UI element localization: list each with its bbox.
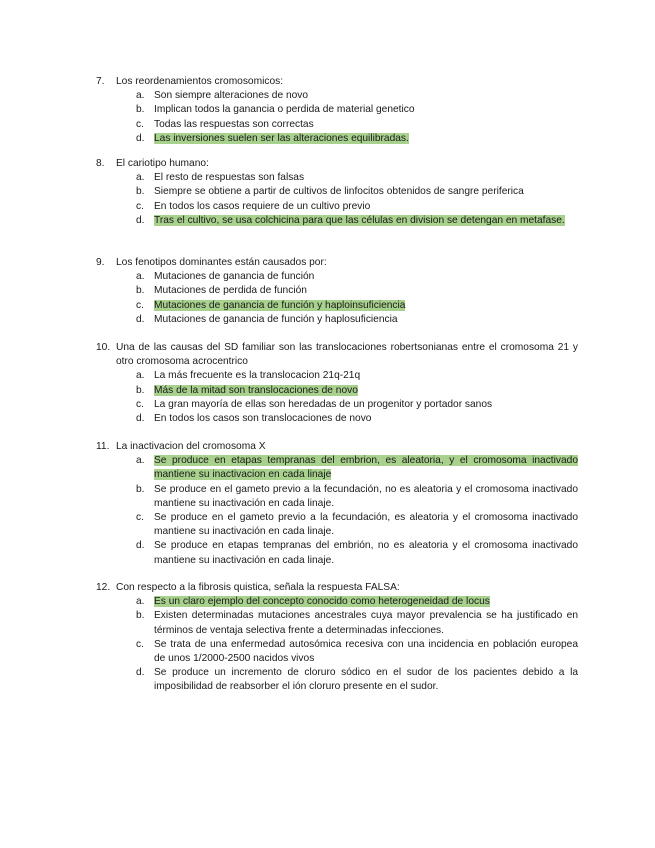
option-letter: a.: [136, 596, 145, 608]
option-text: Siempre se obtiene a partir de cultivos de linfocitos obtenidos de sangre periferica: [154, 186, 524, 198]
option-letter: b.: [136, 285, 145, 297]
option-letter: d.: [136, 132, 145, 144]
highlighted-answer: Es un claro ejemplo del concepto conocido como heterogeneidad de locus: [154, 596, 490, 608]
option-letter: d.: [136, 313, 145, 325]
option-text: El resto de respuestas son falsas: [154, 172, 305, 184]
option-d: [136, 313, 578, 327]
option-letter: c.: [136, 299, 144, 311]
option-letter: c.: [136, 200, 144, 212]
option-letter: a.: [136, 172, 145, 184]
option-b: [136, 185, 578, 199]
option-letter: d.: [136, 413, 145, 425]
option-text: En todos los casos requiere de un cultivo previo: [154, 200, 371, 212]
option-text: Se produce en el gameto previo a la fecundación, es aleatoria y el cromosoma inactivado mantiene su inactivación en cada linaje.: [154, 512, 578, 538]
option-b: [136, 284, 578, 298]
option-c: [136, 511, 578, 539]
option-text: Son siempre alteraciones de novo: [154, 90, 309, 102]
option-text: Se produce en etapas tempranas del embrión, no es aleatoria y el cromosoma inactivado mantiene su inactivación en cada linaje.: [154, 540, 578, 566]
option-letter: c.: [136, 118, 144, 130]
question-text: Una de las causas del SD familiar son las translocaciones robertsonianas entre el cromosoma 21 y otro cromosoma acrocentrico: [116, 342, 578, 368]
option-text: Se produce un incremento de cloruro sódico en el sudor de los pacientes debido a la imposibilidad de reabsorber el ión cloruro presente en el sudor.: [154, 667, 578, 693]
option-text: Mutaciones de perdida de función: [154, 285, 307, 297]
option-b: [136, 483, 578, 511]
option-letter: c.: [136, 512, 144, 524]
option-d: [136, 412, 578, 426]
option-letter: a.: [136, 271, 145, 283]
option-text: Mutaciones de ganancia de función y haplosuficiencia: [154, 313, 398, 325]
question-number: 10.: [96, 342, 111, 353]
option-b: [136, 384, 578, 398]
option-d: [136, 666, 578, 694]
highlighted-answer: Más de la mitad son translocaciones de novo: [154, 384, 358, 396]
option-c: [136, 200, 578, 214]
highlighted-answer: Se produce en etapas tempranas del embrion, es aleatoria, y el cromosoma inactivado mantiene su inactivacion en cada linaje: [154, 455, 578, 481]
option-c: [136, 118, 578, 132]
option-letter: a.: [136, 370, 145, 382]
option-a: [136, 89, 578, 103]
option-letter: b.: [136, 186, 145, 198]
option-text: La más frecuente es la translocacion 21q-21q: [154, 370, 361, 382]
question-number: 12.: [96, 582, 111, 593]
option-text: Implican todos la ganancia o perdida de material genetico: [154, 104, 415, 116]
option-c: [136, 638, 578, 666]
option-text: Se produce en el gameto previo a la fecundación, no es aleatoria y el cromosoma inactivado mantiene su inactivación en cada linaje.: [154, 483, 578, 509]
highlighted-answer: Mutaciones de ganancia de función y haploinsuficiencia: [154, 299, 406, 311]
option-text: Mutaciones de ganancia de función: [154, 271, 315, 283]
highlighted-answer: Tras el cultivo, se usa colchicina para que las células en division se detengan en metafase.: [154, 214, 565, 226]
option-d: [136, 132, 578, 146]
question-text: Los reordenamientos cromosomicos:: [116, 76, 284, 87]
option-letter: a.: [136, 455, 145, 467]
question-10: [96, 341, 578, 426]
option-a: [136, 595, 578, 609]
option-a: [136, 171, 578, 185]
option-c: [136, 299, 578, 313]
question-number: 7.: [96, 76, 105, 87]
option-text: Todas las respuestas son correctas: [154, 118, 314, 130]
option-letter: d.: [136, 540, 145, 552]
question-9: [96, 256, 578, 327]
question-number: 9.: [96, 257, 105, 268]
question-text: Los fenotipos dominantes están causados por:: [116, 257, 327, 268]
highlighted-answer: Las inversiones suelen ser las alteraciones equilibradas.: [154, 132, 409, 144]
question-text: La inactivacion del cromosoma X: [116, 441, 266, 452]
question-11: [96, 440, 578, 568]
option-letter: c.: [136, 638, 144, 650]
option-text: Se trata de una enfermedad autosómica recesiva con una incidencia en población europea de unos 1/2000-2500 nacidos vivos: [154, 638, 578, 665]
question-text: Con respecto a la fibrosis quistica, señala la respuesta FALSA:: [116, 582, 400, 593]
question-12: [96, 581, 578, 695]
option-d: [136, 539, 578, 567]
option-text: En todos los casos son translocaciones de novo: [154, 413, 372, 425]
question-8: [96, 157, 578, 228]
question-7: [96, 75, 578, 146]
question-number: 11.: [96, 441, 110, 452]
option-letter: b.: [136, 483, 145, 495]
option-letter: d.: [136, 667, 145, 679]
option-text: Existen determinadas mutaciones ancestrales cuya mayor prevalencia se ha justificado en términos de ventaja selectiva frente a determinadas infecciones.: [154, 610, 578, 636]
option-a: [136, 454, 578, 482]
option-c: [136, 398, 578, 412]
option-letter: b.: [136, 610, 145, 622]
option-b: [136, 609, 578, 637]
option-d: [136, 214, 578, 228]
option-letter: c.: [136, 398, 144, 410]
question-number: 8.: [96, 158, 105, 169]
option-letter: b.: [136, 384, 145, 396]
option-a: [136, 369, 578, 383]
option-b: [136, 103, 578, 117]
option-text: La gran mayoría de ellas son heredadas de un progenitor y portador sanos: [154, 398, 493, 410]
question-text: El cariotipo humano:: [116, 158, 209, 169]
option-letter: b.: [136, 104, 145, 116]
option-a: [136, 270, 578, 284]
option-letter: a.: [136, 90, 145, 102]
option-letter: d.: [136, 214, 145, 226]
